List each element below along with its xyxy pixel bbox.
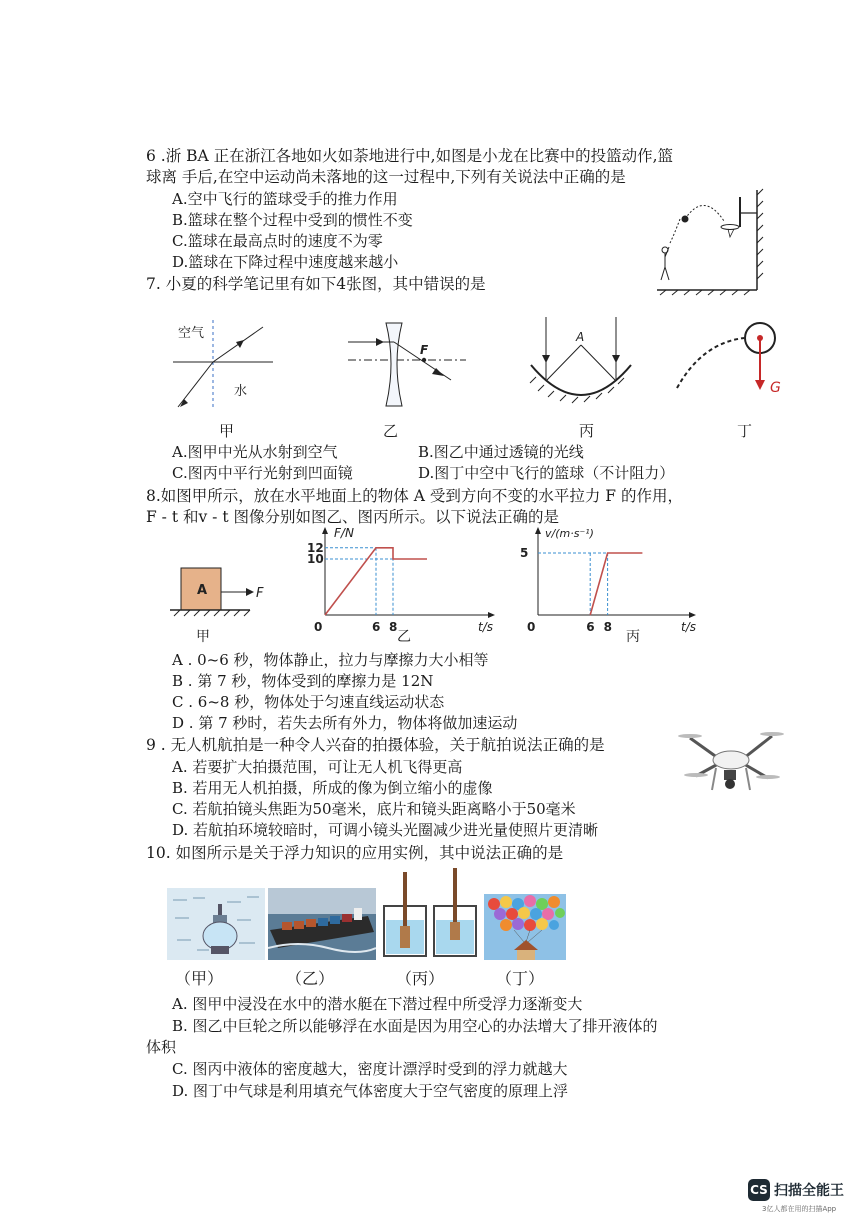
- q7-option-c: C.图丙中平行光射到凹面镜: [172, 464, 353, 482]
- f-chart-ytick-0: 10: [307, 552, 324, 566]
- q6-option-a: A.空中飞行的篮球受手的推力作用: [172, 190, 398, 208]
- q10-option-c: C. 图丙中液体的密度越大，密度计漂浮时受到的浮力就越大: [172, 1060, 568, 1078]
- q7-fig-yi: [346, 318, 471, 413]
- block-a-label: A: [197, 583, 208, 598]
- label-air: 空气: [178, 326, 205, 341]
- label-water: 水: [234, 384, 248, 399]
- hydrometer-image: [380, 868, 480, 960]
- q7-caption-yi: 乙: [383, 422, 399, 440]
- q10-caption-bing: （丙）: [396, 969, 445, 988]
- label-focus-f: F: [420, 343, 429, 357]
- q10-caption-ding: （丁）: [496, 969, 545, 988]
- q8-option-d: D . 第 7 秒时，若失去所有外力，物体将做加速运动: [172, 714, 518, 732]
- q6-option-c: C.篮球在最高点时的速度不为零: [172, 232, 383, 250]
- label-point-a: A: [576, 330, 585, 344]
- q7-option-d: D.图丁中空中飞行的篮球（不计阻力）: [418, 464, 675, 482]
- q7-caption-ding: 丁: [737, 422, 753, 440]
- v-chart-xtick-2: 8: [603, 620, 612, 634]
- q8-chart-velocity-time: [513, 525, 703, 640]
- basketball-shot-figure: [652, 185, 772, 300]
- q8-option-a: A . 0~6 秒，物体静止，拉力与摩擦力大小相等: [172, 651, 489, 669]
- v-axis-ylabel: v/(m·s⁻¹): [545, 527, 594, 540]
- q7-fig-jia: [168, 315, 278, 415]
- q10-option-d: D. 图丁中气球是利用填充气体密度大于空气密度的原理上浮: [172, 1082, 569, 1100]
- q6-stem-line1: 6 .浙 BA 正在浙江各地如火如荼地进行中,如图是小龙在比赛中的投篮动作,篮: [146, 147, 674, 165]
- q8-chart-force-time: [300, 525, 500, 640]
- q8-fig-jia: [168, 563, 280, 623]
- q8-caption-jia: 甲: [196, 629, 210, 645]
- submarine-image: [167, 888, 265, 960]
- cargo-ship-image: [268, 888, 376, 960]
- f-chart-ytick-1: 12: [307, 540, 324, 555]
- balloon-house-image: [484, 894, 566, 960]
- q7-fig-bing: [526, 315, 636, 415]
- q9-option-d: D. 若航拍环境较暗时，可调小镜头光圈减少进光量使照片更清晰: [172, 821, 599, 839]
- q10-option-b: B. 图乙中巨轮之所以能够浮在水面是因为用空心的办法增大了排开液体的: [172, 1017, 658, 1035]
- v-origin-label: 0: [527, 620, 536, 634]
- q7-fig-ding: [672, 318, 792, 408]
- q10-caption-jia: （甲）: [175, 969, 224, 988]
- q8-stem-line1: 8.如图甲所示，放在水平地面上的物体 A 受到方向不变的水平拉力 F 的作用，: [146, 487, 683, 505]
- scanner-tagline: 3亿人都在用的扫描App: [762, 1205, 837, 1213]
- q10-stem: 10. 如图所示是关于浮力知识的应用实例，其中说法正确的是: [146, 844, 564, 862]
- q9-option-b: B. 若用无人机拍摄，所成的像为倒立缩小的虚像: [172, 779, 493, 797]
- q7-caption-jia: 甲: [219, 422, 235, 440]
- q7-option-b: B.图乙中通过透镜的光线: [418, 443, 584, 461]
- q6-option-d: D.篮球在下降过程中速度越来越小: [172, 253, 399, 271]
- scanner-logo-icon: CS: [748, 1179, 770, 1201]
- f-axis-ylabel: F/N: [334, 526, 354, 540]
- v-chart-series-line: [590, 553, 642, 615]
- scanner-app-name: 扫描全能王: [774, 1183, 844, 1199]
- q8-caption-yi: 乙: [397, 629, 411, 645]
- q9-option-c: C. 若航拍镜头焦距为50毫米，底片和镜头距离略小于50毫米: [172, 800, 576, 818]
- q8-stem-line2: F - t 和v - t 图像分别如图乙、图丙所示。以下说法正确的是: [146, 508, 560, 526]
- q10-option-b-continued: 体积: [146, 1038, 177, 1056]
- v-chart-ytick-0: 5: [520, 546, 529, 560]
- q9-option-a: A. 若要扩大拍摄范围，可让无人机飞得更高: [172, 758, 463, 776]
- q9-stem: 9 . 无人机航拍是一种令人兴奋的拍摄体验，关于航拍说法正确的是: [146, 736, 605, 754]
- q8-option-b: B . 第 7 秒，物体受到的摩擦力是 12N: [172, 672, 434, 690]
- q7-caption-bing: 丙: [579, 422, 595, 440]
- q8-option-c: C . 6~8 秒，物体处于匀速直线运动状态: [172, 693, 445, 711]
- q6-stem-line2: 球离 手后,在空中运动尚未落地的这一过程中,下列有关说法中正确的是: [146, 168, 626, 186]
- q10-option-a: A. 图甲中浸没在水中的潜水艇在下潜过程中所受浮力逐渐变大: [172, 995, 583, 1013]
- force-f-label: F: [256, 586, 264, 601]
- q10-caption-yi: （乙）: [286, 969, 335, 988]
- label-gravity-g: G: [770, 380, 781, 396]
- q6-option-b: B.篮球在整个过程中受到的惯性不变: [172, 211, 413, 229]
- f-origin-label: 0: [314, 620, 323, 634]
- q7-option-a: A.图甲中光从水射到空气: [172, 443, 338, 461]
- q8-caption-bing: 丙: [626, 629, 640, 645]
- f-chart-xtick-1: 6: [372, 620, 381, 634]
- f-chart-xtick-2: 8: [389, 620, 398, 634]
- v-chart-xtick-1: 6: [586, 620, 595, 634]
- f-axis-xlabel: t/s: [478, 620, 493, 634]
- v-axis-xlabel: t/s: [681, 620, 696, 634]
- drone-image: [676, 724, 786, 799]
- q7-stem: 7. 小夏的科学笔记里有如下4张图，其中错误的是: [146, 275, 486, 293]
